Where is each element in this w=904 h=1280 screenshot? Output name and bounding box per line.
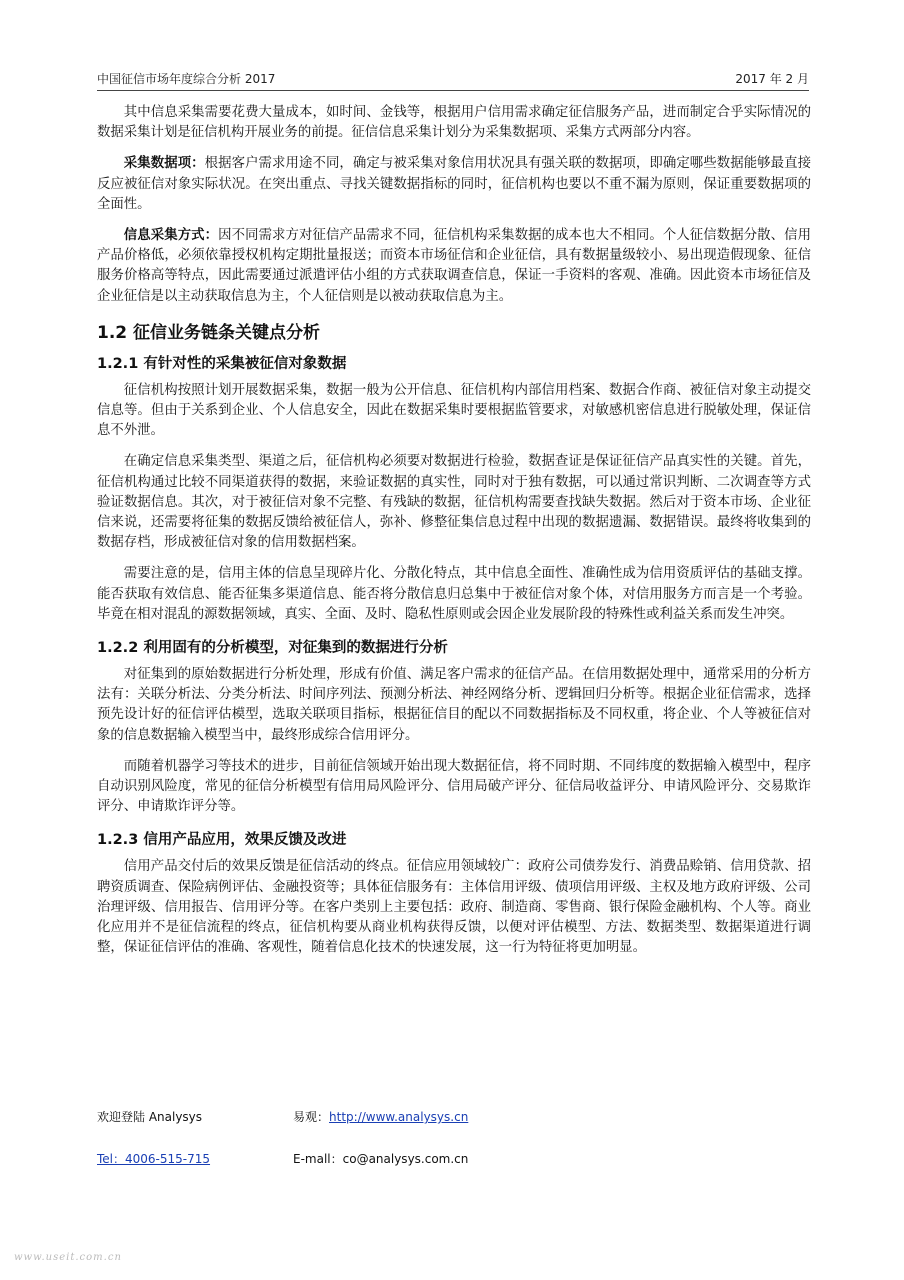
section-heading-1-2-3: 1.2.3 信用产品应用，效果反馈及改进 (97, 832, 347, 849)
intro-paragraph-1: 其中信息采集需要花费大量成本，如时间、金钱等，根据用户信用需求确定征信服务产品，进而制定合乎实际情况的数据采集计划是征信机构开展业务的前提。征信信息采集计划分为采集数据项、采集方式两部分内容。 (97, 105, 811, 141)
section-heading-1-2-2: 1.2.2 利用固有的分析模型，对征集到的数据进行分析 (97, 640, 448, 657)
footer-site-link[interactable]: http://www.analysys.cn (329, 1110, 469, 1124)
page-header (97, 66, 809, 91)
page-footer (97, 1108, 809, 1178)
collection-method-label: 信息采集方式： (123, 228, 219, 244)
footer-tel-link[interactable]: Tel：4006-515-715 (97, 1152, 211, 1166)
page-body (97, 103, 811, 970)
footer-site (293, 1108, 468, 1125)
intro-paragraph-3 (97, 226, 811, 307)
section-1-2-1-paragraph-3: 需要注意的是，信用主体的信息呈现碎片化、分散化特点，其中信息全面性、准确性成为信用资质评估的基础支撑。能否获取有效信息、能否征集多渠道信息、能否将分散信息归总集中于被征信对象个体，对信用服务方而言是一个考验。毕竟在相对混乱的源数据领域，真实、全面、及时、隐私性原则或会因企业发展阶段的特殊性或利益关系而发生冲突。 (97, 566, 811, 622)
section-1-2-2-paragraph-2: 而随着机器学习等技术的进步，目前征信领域开始出现大数据征信，将不同时期、不同纬度的数据输入模型中，程序自动识别风险度，常见的征信分析模型有信用局风险评分、信用局破产评分、征信局收益评分、申请风险评分、交易欺诈评分、申请欺诈评分等。 (97, 758, 811, 815)
data-items-text: 根据客户需求用途不同，确定与被采集对象信用状况具有强关联的数据项，即确定哪些数据能够最直接反应被征信对象实际状况。在突出重点、寻找关键数据指标的同时，征信机构也要以不重不漏为原则，保证重要数据项的全面性。 (97, 156, 811, 212)
header-title: 中国征信市场年度综合分析 2017 (97, 72, 276, 86)
section-1-2-1-paragraph-1: 征信机构按照计划开展数据采集，数据一般为公开信息、征信机构内部信用档案、数据合作商、被征信对象主动提交信息等。但由于关系到企业、个人信息安全，因此在数据采集时要根据监管要求，对敏感机密信息进行脱敏处理，保证信息不外泄。 (97, 382, 811, 439)
data-items-label: 采集数据项： (123, 156, 205, 172)
section-1-2-3-paragraph-1: 信用产品交付后的效果反馈是征信活动的终点。征信应用领域较广：政府公司债券发行、消费品赊销、信用贷款、招聘资质调查、保险病例评估、金融投资等；具体征信服务有：主体信用评级、债项信用评级、主权及地方政府评级、公司治理评级、信用报告、信用评分等。在客户类别上主要包括：政府、制造商、零售商、银行保险金融机构、个人等。商业化应用并不是征信流程的终点，征信机构要从商业机构获得反馈，以便对评估模型、方法、数据类型、数据渠道进行调整，保证征信评估的准确、客观性，随着信息化技术的快速发展，这一行为特征将更加明显。 (97, 859, 811, 956)
section-heading-1-2-1: 1.2.1 有针对性的采集被征信对象数据 (97, 355, 347, 372)
footer-site-label: 易观： (293, 1110, 330, 1124)
section-heading-1-2: 1.2 征信业务链条关键点分析 (97, 322, 321, 343)
collection-method-text: 因不同需求方对征信产品需求不同，征信机构采集数据的成本也大不相同。个人征信数据分散、信用产品价格低，必须依靠授权机构定期批量报送；而资本市场征信和企业征信，具有数据量级较小、易出现造假现象、征信服务价格高等特点，因此需要通过派遣评估小组的方式获取调查信息，保证一手资料的客观、准确。因此资本市场征信及企业征信是以主动获取信息为主，个人征信则是以被动获取信息为主。 (97, 228, 812, 304)
footer-email: E-mall：co@analysys.com.cn (293, 1152, 469, 1166)
intro-paragraph-2 (97, 154, 811, 215)
section-1-2-1-paragraph-2: 在确定信息采集类型、渠道之后，征信机构必须要对数据进行检验，数据查证是保证征信产品真实性的关键。首先，征信机构通过比较不同渠道获得的数据，来验证数据的真实性，同时对于独有数据，可以通过常识判断、二次调查等方式验证数据信息。其次，对于被征信对象不完整、有残缺的数据，征信机构需要查找缺失数据。然后对于资本市场、企业征信来说，还需要将征集的数据反馈给被征信人，弥补、修整征集信息过程中出现的数据遗漏、数据错误。最终将收集到的数据存档，形成被征信对象的信用数据档案。 (97, 454, 811, 551)
section-1-2-2-paragraph-1: 对征集到的原始数据进行分析处理，形成有价值、满足客户需求的征信产品。在信用数据处理中，通常采用的分析方法有：关联分析法、分类分析法、时间序列法、预测分析法、神经网络分析、逻辑回归分析等。根据企业征信需求，选择预先设计好的征信评估模型，选取关联项目指标，根据征信目的配以不同数据指标及不同权重，将企业、个人等被征信对象的信息数据输入模型当中，最终形成综合信用评分。 (97, 667, 811, 743)
header-date: 2017 年 2 月 (735, 72, 809, 86)
footer-welcome: 欢迎登陆 Analysys (97, 1110, 203, 1124)
watermark: www.useit.com.cn (14, 1252, 122, 1263)
